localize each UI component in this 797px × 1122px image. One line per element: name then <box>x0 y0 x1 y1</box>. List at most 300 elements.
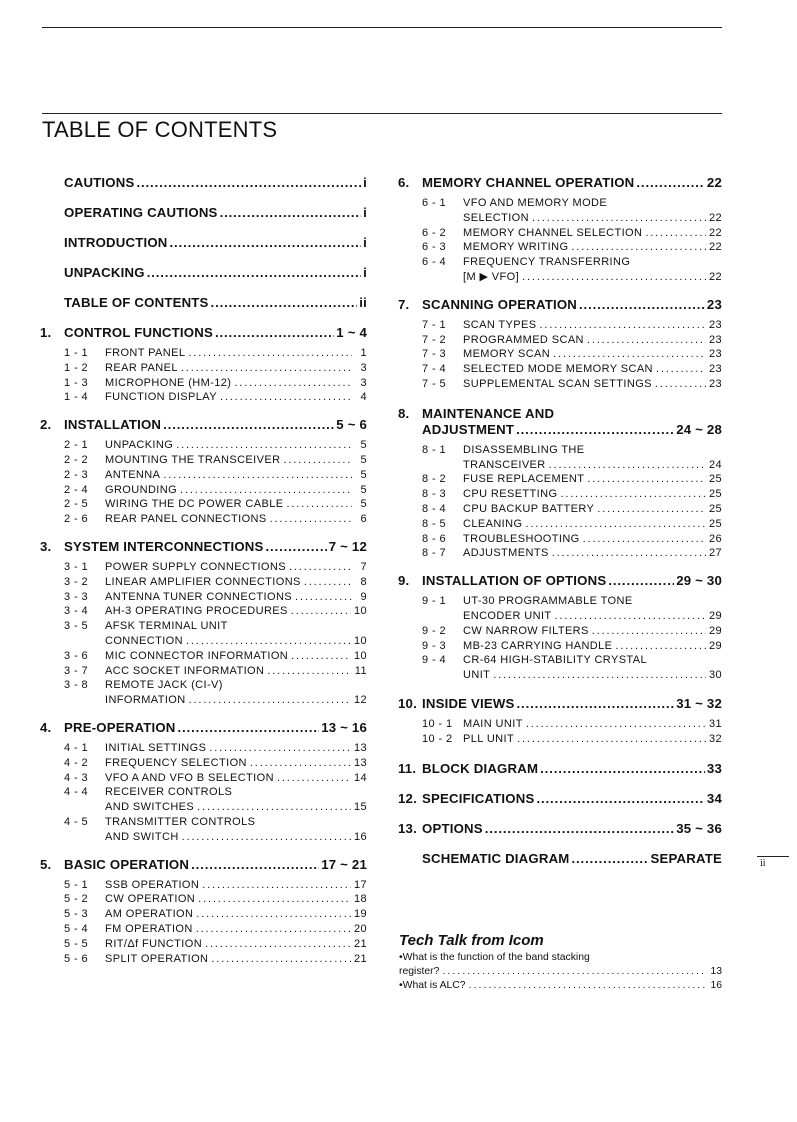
toc-section <box>40 235 367 251</box>
subsection-page: 21 <box>353 952 367 965</box>
subsection-number: 5 - 2 <box>64 893 89 906</box>
toc-section <box>40 265 367 281</box>
subsection-title: SSB OPERATION <box>105 878 200 891</box>
subsection-item <box>398 318 722 333</box>
subsection-item-continued <box>40 800 367 815</box>
section-title: INSTALLATION <box>64 417 162 433</box>
tech-talk-page: 13 <box>710 966 722 977</box>
subsection-item <box>398 487 722 502</box>
subsection-number: 8 - 2 <box>422 473 447 486</box>
dot-leader <box>197 800 351 815</box>
title-rule <box>42 113 722 114</box>
subsection-page: 23 <box>708 363 722 376</box>
dot-leader <box>205 937 351 952</box>
subsection-item <box>40 497 367 512</box>
subsection-page: 25 <box>708 502 722 515</box>
dot-leader <box>182 830 351 845</box>
subsection-page: 15 <box>353 801 367 814</box>
section-heading <box>398 696 722 712</box>
dot-leader <box>592 624 706 639</box>
dot-leader <box>540 318 706 333</box>
subsection-item <box>398 347 722 362</box>
subsection-number: 7 - 1 <box>422 318 447 331</box>
section-heading-continued <box>398 422 722 438</box>
section-heading <box>398 791 722 807</box>
subsection-title: RECEIVER CONTROLS <box>105 786 233 799</box>
dot-leader <box>189 693 351 708</box>
section-number: 2. <box>40 417 52 433</box>
subsection-title: MAIN UNIT <box>463 717 523 730</box>
toc-section <box>398 821 722 837</box>
subsection-number: 3 - 2 <box>64 575 89 588</box>
section-page: 17 ~ 21 <box>321 856 367 872</box>
section-page: 34 <box>706 790 722 806</box>
toc-right-column <box>398 175 722 867</box>
section-heading <box>40 235 367 251</box>
subsection-title: TRANSMITTER CONTROLS <box>105 815 256 828</box>
tech-talk-box <box>399 931 722 993</box>
section-heading <box>398 406 722 422</box>
section-heading <box>398 297 722 313</box>
subsection-page: 23 <box>708 333 722 346</box>
subsection-item <box>40 346 367 361</box>
subsection-title: CW OPERATION <box>105 893 196 906</box>
toc-section <box>40 175 367 191</box>
tech-talk-item <box>399 951 722 965</box>
section-page: i <box>363 265 367 280</box>
dot-leader <box>552 546 706 561</box>
subsection-number: 8 - 5 <box>422 517 447 530</box>
toc-section <box>40 325 367 405</box>
subsection-number: 2 - 3 <box>64 468 89 481</box>
subsection-list <box>40 346 367 405</box>
tech-talk-text: What is ALC? <box>402 980 466 991</box>
page-number: ii <box>760 858 766 869</box>
subsection-page: 14 <box>353 771 367 784</box>
dot-leader <box>211 295 358 311</box>
section-title: UNPACKING <box>64 265 145 280</box>
section-heading <box>398 851 722 867</box>
dot-leader <box>291 604 351 619</box>
subsection-page: 7 <box>360 560 367 573</box>
subsection-item <box>40 361 367 376</box>
subsection-number: 3 - 8 <box>64 679 89 692</box>
subsection-number: 10 - 2 <box>422 732 453 745</box>
dot-leader <box>198 892 351 907</box>
subsection-item <box>40 922 367 937</box>
tech-talk-text-line2: register? <box>399 966 440 977</box>
subsection-title: [M ▶ VFO] <box>463 270 520 283</box>
section-heading <box>40 720 367 736</box>
section-page: 7 ~ 12 <box>328 538 367 554</box>
subsection-title: CR-64 HIGH-STABILITY CRYSTAL <box>463 654 647 667</box>
subsection-page: 16 <box>353 830 367 843</box>
dot-leader <box>526 717 706 732</box>
dot-leader <box>267 664 351 679</box>
subsection-page: 22 <box>708 241 722 254</box>
bullet: • <box>399 952 403 963</box>
section-title: BLOCK DIAGRAM <box>422 760 539 776</box>
subsection-title: LINEAR AMPLIFIER CONNECTIONS <box>105 575 301 588</box>
subsection-number: 2 - 6 <box>64 513 89 526</box>
subsection-item <box>40 678 367 693</box>
toc-section <box>40 857 367 967</box>
section-page: 31 ~ 32 <box>676 695 722 711</box>
subsection-number: 6 - 2 <box>422 226 447 239</box>
section-title: PRE-OPERATION <box>64 719 176 735</box>
subsection-number: 6 - 1 <box>422 197 447 209</box>
subsection-item <box>40 575 367 590</box>
subsection-title: GROUNDING <box>105 483 178 496</box>
section-number: 9. <box>398 573 410 589</box>
subsection-item-continued <box>40 693 367 708</box>
subsection-number: 2 - 4 <box>64 483 89 496</box>
subsection-item <box>40 878 367 893</box>
subsection-title: CPU BACKUP BATTERY <box>463 502 595 515</box>
dot-leader <box>485 821 674 837</box>
section-title: CAUTIONS <box>64 175 135 190</box>
subsection-title: AND SWITCH <box>105 830 179 843</box>
subsection-list <box>398 594 722 683</box>
section-heading <box>40 265 367 281</box>
section-title: INTRODUCTION <box>64 235 168 250</box>
toc-section <box>398 761 722 777</box>
subsection-title: SPLIT OPERATION <box>105 952 209 965</box>
subsection-number: 8 - 1 <box>422 443 447 456</box>
subsection-page: 13 <box>353 756 367 769</box>
subsection-title: REAR PANEL CONNECTIONS <box>105 513 267 526</box>
subsection-title: CW NARROW FILTERS <box>463 624 589 637</box>
dot-leader <box>540 761 705 777</box>
section-heading <box>40 417 367 433</box>
subsection-title: CONNECTION <box>105 634 183 647</box>
subsection-item <box>398 653 722 668</box>
subsection-title: AND SWITCHES <box>105 801 195 814</box>
subsection-number: 3 - 1 <box>64 560 89 573</box>
subsection-page: 31 <box>708 717 722 730</box>
subsection-title: RIT/Δf FUNCTION <box>105 937 203 950</box>
subsection-number: 7 - 5 <box>422 377 447 390</box>
subsection-title: REAR PANEL <box>105 361 178 374</box>
subsection-page: 22 <box>708 211 722 224</box>
subsection-item <box>398 502 722 517</box>
section-title-line2: ADJUSTMENT <box>422 421 515 437</box>
section-page: i <box>363 235 367 250</box>
subsection-title: UT-30 PROGRAMMABLE TONE <box>463 595 633 608</box>
section-title: SCHEMATIC DIAGRAM <box>422 850 570 866</box>
dot-leader <box>220 205 362 221</box>
section-number: 6. <box>398 175 410 190</box>
dot-leader <box>147 265 361 281</box>
subsection-page: 3 <box>360 376 367 389</box>
subsection-page: 5 <box>360 453 367 466</box>
subsection-page: 19 <box>353 908 367 921</box>
subsection-item-continued <box>40 830 367 845</box>
dot-leader <box>295 590 352 605</box>
subsection-item <box>398 226 722 241</box>
subsection-item <box>40 619 367 634</box>
subsection-item <box>40 907 367 922</box>
subsection-page: 24 <box>708 458 722 471</box>
subsection-title: CLEANING <box>463 517 523 530</box>
subsection-title: MIC CONNECTOR INFORMATION <box>105 649 289 662</box>
subsection-page: 23 <box>708 377 722 390</box>
subsection-number: 8 - 7 <box>422 547 447 560</box>
tech-talk-item-continued <box>399 965 722 979</box>
subsection-number: 2 - 5 <box>64 498 89 511</box>
subsection-title: PLL UNIT <box>463 732 515 745</box>
subsection-item <box>398 377 722 392</box>
subsection-item <box>40 649 367 664</box>
section-number: 5. <box>40 856 52 872</box>
dot-leader <box>560 487 706 502</box>
subsection-number: 4 - 5 <box>64 815 89 828</box>
dot-leader <box>163 417 334 433</box>
subsection-item <box>398 240 722 255</box>
subsection-title: FREQUENCY TRANSFERRING <box>463 256 631 269</box>
dot-leader <box>442 965 707 979</box>
toc-section <box>398 791 722 807</box>
footer-rule <box>757 856 789 857</box>
subsection-page: 6 <box>360 513 367 526</box>
section-number: 7. <box>398 296 410 312</box>
dot-leader <box>250 756 351 771</box>
subsection-number: 9 - 2 <box>422 624 447 637</box>
toc-section <box>40 539 367 708</box>
subsection-item <box>40 438 367 453</box>
toc-section <box>398 696 722 747</box>
subsection-title: VFO A AND VFO B SELECTION <box>105 771 274 784</box>
dot-leader <box>136 175 361 191</box>
subsection-number: 1 - 3 <box>64 376 89 389</box>
toc-section <box>398 851 722 867</box>
subsection-page: 20 <box>353 922 367 935</box>
subsection-item <box>40 468 367 483</box>
dot-leader <box>583 532 706 547</box>
subsection-item <box>398 624 722 639</box>
subsection-page: 11 <box>354 664 367 677</box>
subsection-list <box>398 717 722 747</box>
subsection-number: 7 - 2 <box>422 333 447 346</box>
subsection-title: ENCODER UNIT <box>463 609 552 622</box>
subsection-title: FREQUENCY SELECTION <box>105 756 247 769</box>
section-title: TABLE OF CONTENTS <box>64 295 209 310</box>
subsection-title: FUSE REPLACEMENT <box>463 473 585 486</box>
subsection-title: SCAN TYPES <box>463 318 537 331</box>
subsection-title: MB-23 CARRYING HANDLE <box>463 639 613 652</box>
subsection-item <box>40 937 367 952</box>
dot-leader <box>571 851 648 867</box>
section-number: 8. <box>398 405 410 421</box>
subsection-item-continued <box>398 211 722 226</box>
dot-leader <box>555 609 706 624</box>
subsection-page: 10 <box>353 649 367 662</box>
subsection-number: 6 - 3 <box>422 241 447 254</box>
subsection-page: 4 <box>360 391 367 404</box>
subsection-item <box>40 952 367 967</box>
subsection-number: 9 - 4 <box>422 654 447 667</box>
section-heading <box>398 175 722 191</box>
subsection-number: 5 - 4 <box>64 922 89 935</box>
section-heading <box>40 857 367 873</box>
subsection-item <box>40 892 367 907</box>
subsection-item-continued <box>40 634 367 649</box>
subsection-item <box>398 196 722 211</box>
subsection-title: VFO AND MEMORY MODE <box>463 197 608 209</box>
subsection-title: MOUNTING THE TRANSCEIVER <box>105 453 281 466</box>
subsection-page: 27 <box>708 547 722 560</box>
section-page: SEPARATE <box>650 850 722 866</box>
section-page: 24 ~ 28 <box>676 421 722 437</box>
dot-leader <box>286 497 352 512</box>
subsection-number: 1 - 2 <box>64 361 89 374</box>
toc-section <box>40 295 367 311</box>
dot-leader <box>645 226 706 241</box>
subsection-title: PROGRAMMED SCAN <box>463 333 584 346</box>
subsection-title: INITIAL SETTINGS <box>105 741 207 754</box>
section-page: 5 ~ 6 <box>336 417 367 433</box>
subsection-title: TRANSCEIVER <box>463 458 546 471</box>
section-heading <box>40 175 367 191</box>
subsection-page: 25 <box>708 473 722 486</box>
subsection-item <box>398 532 722 547</box>
subsection-list <box>40 560 367 708</box>
subsection-item <box>398 333 722 348</box>
subsection-title: POWER SUPPLY CONNECTIONS <box>105 560 286 573</box>
subsection-number: 8 - 4 <box>422 502 447 515</box>
subsection-title: SUPPLEMENTAL SCAN SETTINGS <box>463 377 652 390</box>
subsection-title: ADJUSTMENTS <box>463 547 549 560</box>
section-heading <box>40 295 367 311</box>
dot-leader <box>615 639 706 654</box>
subsection-title: MEMORY CHANNEL SELECTION <box>463 226 643 239</box>
subsection-item <box>40 756 367 771</box>
dot-leader <box>525 517 706 532</box>
subsection-page: 23 <box>708 348 722 361</box>
subsection-page: 25 <box>708 517 722 530</box>
subsection-title: ANTENNA TUNER CONNECTIONS <box>105 590 293 603</box>
subsection-page: 30 <box>708 669 722 682</box>
subsection-number: 5 - 6 <box>64 952 89 965</box>
section-title: SCANNING OPERATION <box>422 296 578 312</box>
section-title: BASIC OPERATION <box>64 856 190 872</box>
dot-leader <box>186 634 351 649</box>
subsection-item <box>40 453 367 468</box>
dot-leader <box>209 741 351 756</box>
dot-leader <box>516 422 674 438</box>
subsection-item-continued <box>398 458 722 473</box>
subsection-item <box>40 785 367 800</box>
section-title: MAINTENANCE AND <box>422 405 555 421</box>
subsection-item <box>398 517 722 532</box>
subsection-page: 10 <box>353 605 367 618</box>
subsection-title: SELECTED MODE MEMORY SCAN <box>463 363 653 376</box>
section-heading <box>398 761 722 777</box>
dot-leader <box>191 857 319 873</box>
subsection-number: 2 - 2 <box>64 453 89 466</box>
subsection-page: 1 <box>360 347 367 359</box>
dot-leader <box>517 696 675 712</box>
subsection-item <box>40 815 367 830</box>
subsection-page: 5 <box>360 483 367 496</box>
subsection-number: 1 - 4 <box>64 391 89 404</box>
dot-leader <box>220 390 352 405</box>
dot-leader <box>196 922 351 937</box>
subsection-page: 25 <box>708 488 722 501</box>
dot-leader <box>608 573 674 589</box>
dot-leader <box>587 472 706 487</box>
dot-leader <box>170 235 362 251</box>
subsection-title: CPU RESETTING <box>463 488 558 501</box>
section-number: 13. <box>398 820 417 836</box>
subsection-title: UNIT <box>463 669 491 682</box>
dot-leader <box>234 376 352 391</box>
subsection-item <box>398 732 722 747</box>
subsection-item <box>40 512 367 527</box>
dot-leader <box>178 720 320 736</box>
subsection-item <box>398 362 722 377</box>
subsection-number: 9 - 3 <box>422 639 447 652</box>
subsection-title: AH-3 OPERATING PROCEDURES <box>105 605 288 618</box>
subsection-page: 18 <box>353 893 367 906</box>
dot-leader <box>289 560 352 575</box>
subsection-page: 5 <box>360 498 367 511</box>
dot-leader <box>270 512 352 527</box>
subsection-number: 7 - 3 <box>422 348 447 361</box>
section-title: OPTIONS <box>422 820 483 836</box>
subsection-item <box>40 664 367 679</box>
subsection-number: 5 - 5 <box>64 937 89 950</box>
subsection-number: 10 - 1 <box>422 717 453 730</box>
toc-section <box>398 297 722 392</box>
subsection-title: UNPACKING <box>105 439 174 452</box>
dot-leader <box>469 979 708 993</box>
page-title: TABLE OF CONTENTS <box>42 117 278 142</box>
subsection-number: 6 - 4 <box>422 256 447 269</box>
subsection-title: MICROPHONE (HM-12) <box>105 376 232 389</box>
section-heading <box>40 205 367 221</box>
dot-leader <box>215 325 334 341</box>
dot-leader <box>579 297 705 313</box>
subsection-list <box>40 878 367 967</box>
subsection-page: 13 <box>353 741 367 754</box>
subsection-list <box>398 443 722 561</box>
tech-talk-text: What is the function of the band stacking <box>402 952 590 963</box>
subsection-title: FRONT PANEL <box>105 347 186 359</box>
subsection-number: 8 - 3 <box>422 488 447 501</box>
subsection-page: 29 <box>708 639 722 652</box>
toc-section <box>398 175 722 285</box>
subsection-page: 22 <box>708 226 722 239</box>
dot-leader <box>656 362 706 377</box>
section-heading <box>40 539 367 555</box>
section-number: 10. <box>398 695 417 711</box>
section-title: SPECIFICATIONS <box>422 790 535 806</box>
tech-talk-page: 16 <box>710 980 722 991</box>
bullet: • <box>399 980 403 991</box>
subsection-number: 5 - 1 <box>64 878 89 891</box>
section-page: 1 ~ 4 <box>336 325 367 340</box>
dot-leader <box>211 952 351 967</box>
section-page: 33 <box>706 760 722 776</box>
section-title: MEMORY CHANNEL OPERATION <box>422 175 635 190</box>
subsection-page: 26 <box>708 532 722 545</box>
dot-leader <box>180 483 352 498</box>
toc-section <box>40 720 367 845</box>
subsection-item <box>40 390 367 405</box>
dot-leader <box>304 575 352 590</box>
section-title: CONTROL FUNCTIONS <box>64 325 213 340</box>
